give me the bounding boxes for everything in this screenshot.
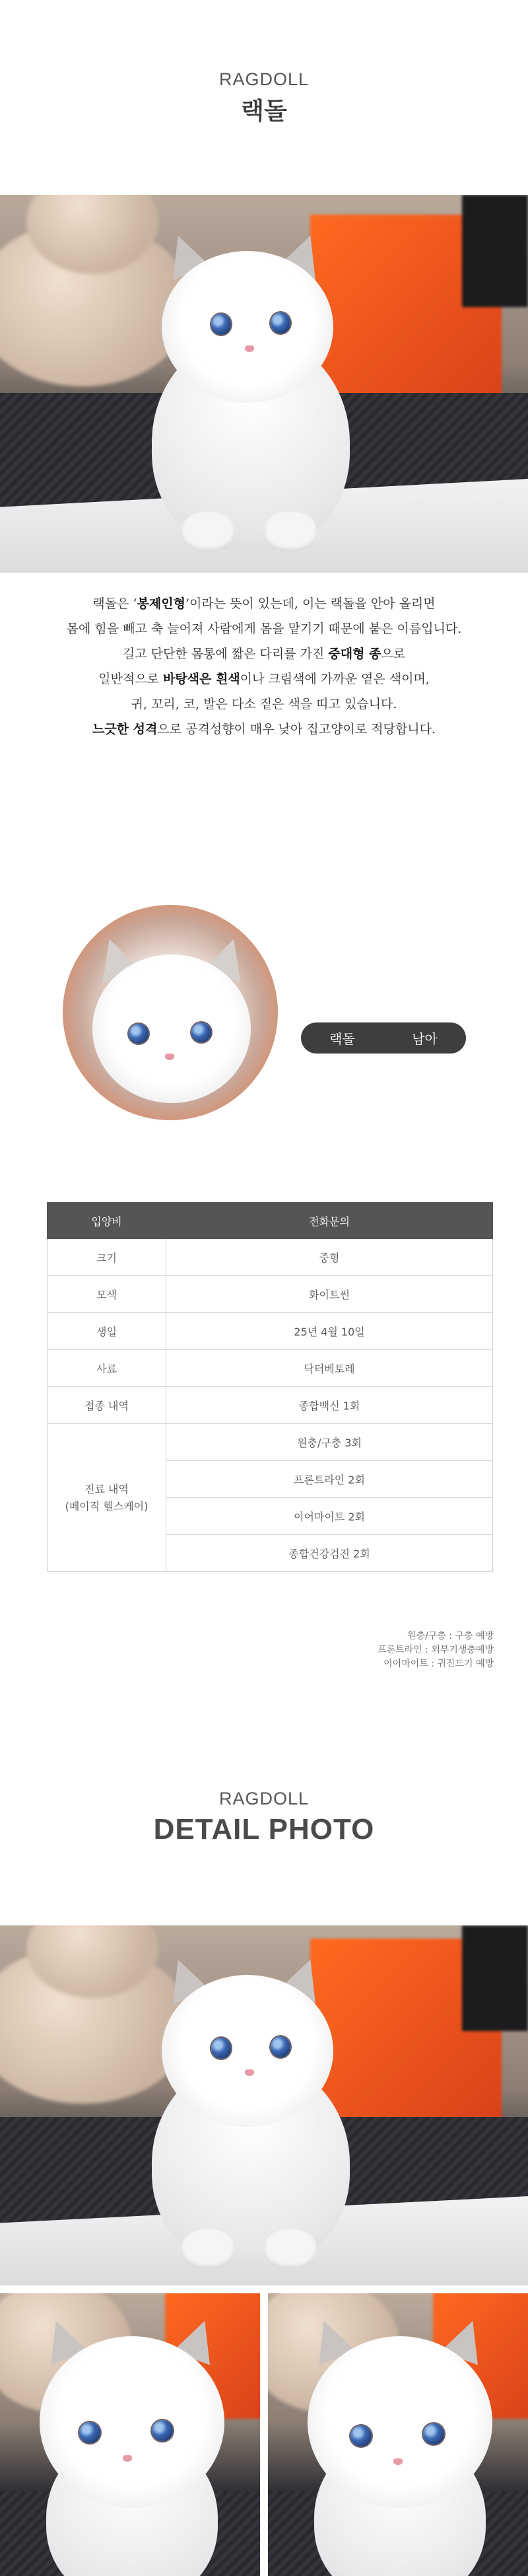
- description-emphasis: 봉제인형: [137, 596, 185, 611]
- detail-photo-1: [0, 1925, 528, 2285]
- detail-title-block: [0, 1789, 528, 1846]
- description-line: [0, 616, 528, 641]
- cat-figure: [308, 2320, 492, 2576]
- table-row: [48, 1387, 493, 1424]
- medical-item: 원충/구충 3회: [166, 1424, 493, 1461]
- description-emphasis: 느긋한 성격: [92, 722, 158, 736]
- footnote: 원충/구충 : 구충 예방: [407, 1631, 494, 1641]
- description-text: 몸에 힘을 빼고 축 늘어져 사람에게 몸을 맡기기 때문에 붙은 이름입니다.: [66, 622, 462, 636]
- medical-item: 프론트라인 2회: [166, 1461, 493, 1498]
- detail-breed-english: RAGDOLL: [218, 1789, 310, 1808]
- description-line: [0, 591, 528, 616]
- detail-photo-title: DETAIL PHOTO: [153, 1813, 375, 1845]
- row-value: 종합백신 1회: [166, 1387, 493, 1424]
- description-emphasis: 바탕색은 흰색: [162, 672, 240, 686]
- row-label: 크기: [48, 1239, 166, 1276]
- footnote: 이어마이트 : 귀진드기 예방: [383, 1659, 494, 1669]
- info-table: [47, 1202, 493, 1572]
- profile-breed-label: 랙돌: [329, 1031, 355, 1047]
- adoption-fee-value: 전화문의: [166, 1203, 493, 1239]
- description-text: 으로: [381, 647, 406, 661]
- medical-history-label: [48, 1424, 166, 1572]
- description-text: 랙돌은 ‘: [92, 596, 137, 611]
- footnotes: [378, 1629, 494, 1671]
- table-row: [48, 1239, 493, 1276]
- description-line: [0, 666, 528, 692]
- description-text: 으로 공격성향이 매우 낮아 집고양이로 적당합니다.: [157, 722, 436, 736]
- detail-photo-3: [268, 2293, 528, 2576]
- medical-label-line1: 진료 내역: [84, 1482, 129, 1495]
- hero-cat-photo: [0, 195, 528, 573]
- description-text: ’이라는 뜻이 있는데, 이는 랙돌을 안아 올리면: [185, 596, 436, 611]
- medical-label-line2: (베이직 헬스케어): [65, 1499, 148, 1513]
- description-text: 이나 크림색에 가까운 옅은 색이며,: [240, 672, 430, 686]
- description-line: [0, 641, 528, 666]
- description-text: 귀, 꼬리, 코, 발은 다소 짙은 색을 띠고 있습니다.: [131, 697, 397, 711]
- table-header-row: [48, 1203, 493, 1239]
- table-row: [48, 1424, 493, 1461]
- description-line: [0, 692, 528, 717]
- cat-figure: [139, 1958, 363, 2282]
- cat-figure: [139, 234, 363, 565]
- profile-cat-photo: [63, 905, 278, 1120]
- table-row: [48, 1313, 493, 1350]
- medical-item: 이어마이트 2회: [166, 1498, 493, 1535]
- description-text: 길고 단단한 몸통에 짧은 다리를 가진: [122, 647, 329, 661]
- medical-item: 종합건강검진 2회: [166, 1535, 493, 1572]
- footnote: 프론트라인 : 외부기생충예방: [378, 1645, 494, 1655]
- table-row: [48, 1350, 493, 1387]
- profile-badge: [301, 1022, 466, 1054]
- breed-korean-title: 랙돌: [241, 98, 287, 125]
- profile-gender-label: 남아: [412, 1031, 438, 1047]
- row-label: 사료: [48, 1350, 166, 1387]
- row-value: 중형: [166, 1239, 493, 1276]
- cat-figure: [40, 2320, 224, 2576]
- row-label: 생일: [48, 1313, 166, 1350]
- description-text: 일반적으로: [98, 672, 163, 686]
- row-value: 화이트썬: [166, 1276, 493, 1313]
- detail-photo-2: [0, 2293, 260, 2576]
- row-label: 모색: [48, 1276, 166, 1313]
- cat-face: [92, 931, 251, 1103]
- breed-english-title: RAGDOLL: [218, 69, 310, 89]
- row-value: 닥터베토레: [166, 1350, 493, 1387]
- table-row: [48, 1276, 493, 1313]
- breed-description: [0, 591, 528, 742]
- row-label: 접종 내역: [48, 1387, 166, 1424]
- header-title-block: [0, 69, 528, 126]
- description-line: [0, 717, 528, 742]
- row-value: 25년 4월 10일: [166, 1313, 493, 1350]
- adoption-fee-label: 입양비: [48, 1203, 166, 1239]
- description-emphasis: 중대형 종: [328, 647, 381, 661]
